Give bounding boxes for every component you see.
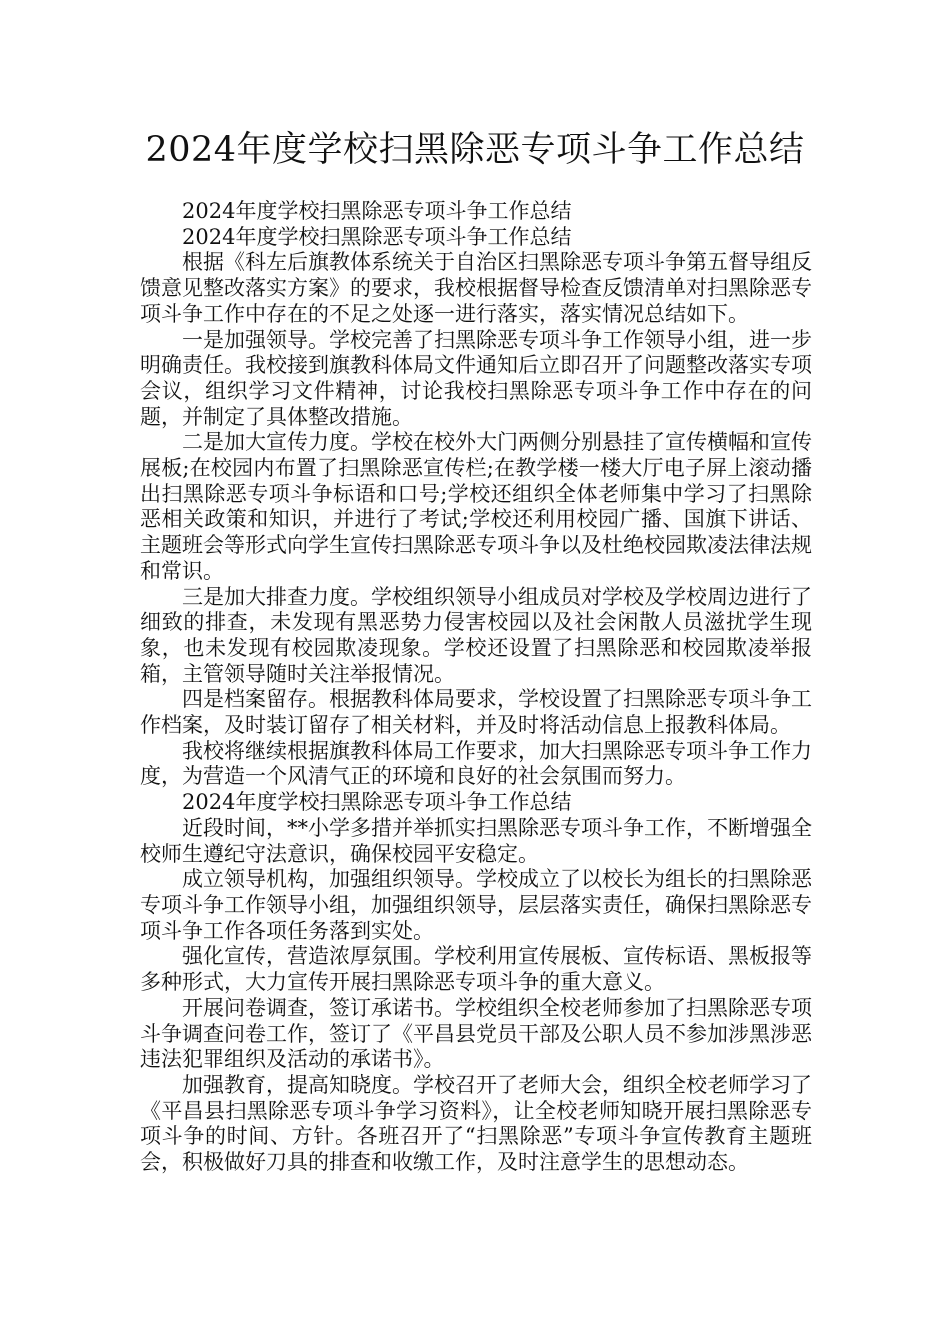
paragraph: 二是加大宣传力度。学校在校外大门两侧分别悬挂了宣传横幅和宣传展板;在校园内布置了扫黑除恶宣传栏;在教学楼一楼大厅电子屏上滚动播出扫黑除恶专项斗争标语和口号;学校还组织全体老师集中学习了扫黑除恶相关政策和知识，并进行了考试;学校还利用校园广播、国旗下讲话、主题班会等形式向学生宣传扫黑除恶专项斗争以及杜绝校园欺凌法律法规和常识。 bbox=[140, 430, 812, 583]
paragraph: 2024年度学校扫黑除恶专项斗争工作总结 bbox=[182, 199, 572, 223]
paragraph: 2024年度学校扫黑除恶专项斗争工作总结 bbox=[182, 224, 572, 249]
paragraph: 加强教育，提高知晓度。学校召开了老师大会，组织全校老师学习了《平昌县扫黑除恶专项斗争学习资料》，让全校老师知晓开展扫黑除恶专项斗争的时间、方针。各班召开了“扫黑除恶”专项斗争宣传教育主题班会，积极做好刀具的排查和收缴工作，及时注意学生的思想动态。 bbox=[140, 1072, 812, 1175]
document-title: 2024年度学校扫黑除恶专项斗争工作总结 bbox=[145, 130, 805, 170]
paragraph: 成立领导机构，加强组织领导。学校成立了以校长为组长的扫黑除恶专项斗争工作领导小组，加强组织领导，层层落实责任，确保扫黑除恶专项斗争工作各项任务落到实处。 bbox=[140, 867, 812, 943]
document-body bbox=[140, 199, 812, 1176]
paragraph: 我校将继续根据旗教科体局工作要求，加大扫黑除恶专项斗争工作力度，为营造一个风清气正的环境和良好的社会氛围而努力。 bbox=[140, 738, 812, 789]
paragraph: 2024年度学校扫黑除恶专项斗争工作总结 bbox=[182, 790, 572, 815]
paragraph: 四是档案留存。根据教科体局要求，学校设置了扫黑除恶专项斗争工作档案，及时装订留存了相关材料，并及时将活动信息上报教科体局。 bbox=[140, 687, 812, 738]
paragraph: 根据《科左后旗教体系统关于自治区扫黑除恶专项斗争第五督导组反馈意见整改落实方案》的要求，我校根据督导检查反馈清单对扫黑除恶专项斗争工作中存在的不足之处逐一进行落实，落实情况总结如下。 bbox=[140, 250, 812, 326]
paragraph: 一是加强领导。学校完善了扫黑除恶专项斗争工作领导小组，进一步明确责任。我校接到旗教科体局文件通知后立即召开了问题整改落实专项会议，组织学习文件精神，讨论我校扫黑除恶专项斗争工作中存在的问题，并制定了具体整改措施。 bbox=[140, 327, 812, 429]
paragraph: 开展问卷调查，签订承诺书。学校组织全校老师参加了扫黑除恶专项斗争调查问卷工作，签订了《平昌县党员干部及公职人员不参加涉黑涉恶违法犯罪组织及活动的承诺书》。 bbox=[140, 995, 812, 1072]
paragraph: 三是加大排查力度。学校组织领导小组成员对学校及学校周边进行了细致的排查，未发现有黑恶势力侵害校园以及社会闲散人员滋扰学生现象，也未发现有校园欺凌现象。学校还设置了扫黑除恶和校园欺凌举报箱，主管领导随时关注举报情况。 bbox=[140, 584, 812, 686]
paragraph: 近段时间，**小学多措并举抓实扫黑除恶专项斗争工作，不断增强全校师生遵纪守法意识，确保校园平安稳定。 bbox=[140, 815, 812, 866]
paragraph: 强化宣传，营造浓厚氛围。学校利用宣传展板、宣传标语、黑板报等多种形式，大力宣传开展扫黑除恶专项斗争的重大意义。 bbox=[140, 944, 812, 995]
